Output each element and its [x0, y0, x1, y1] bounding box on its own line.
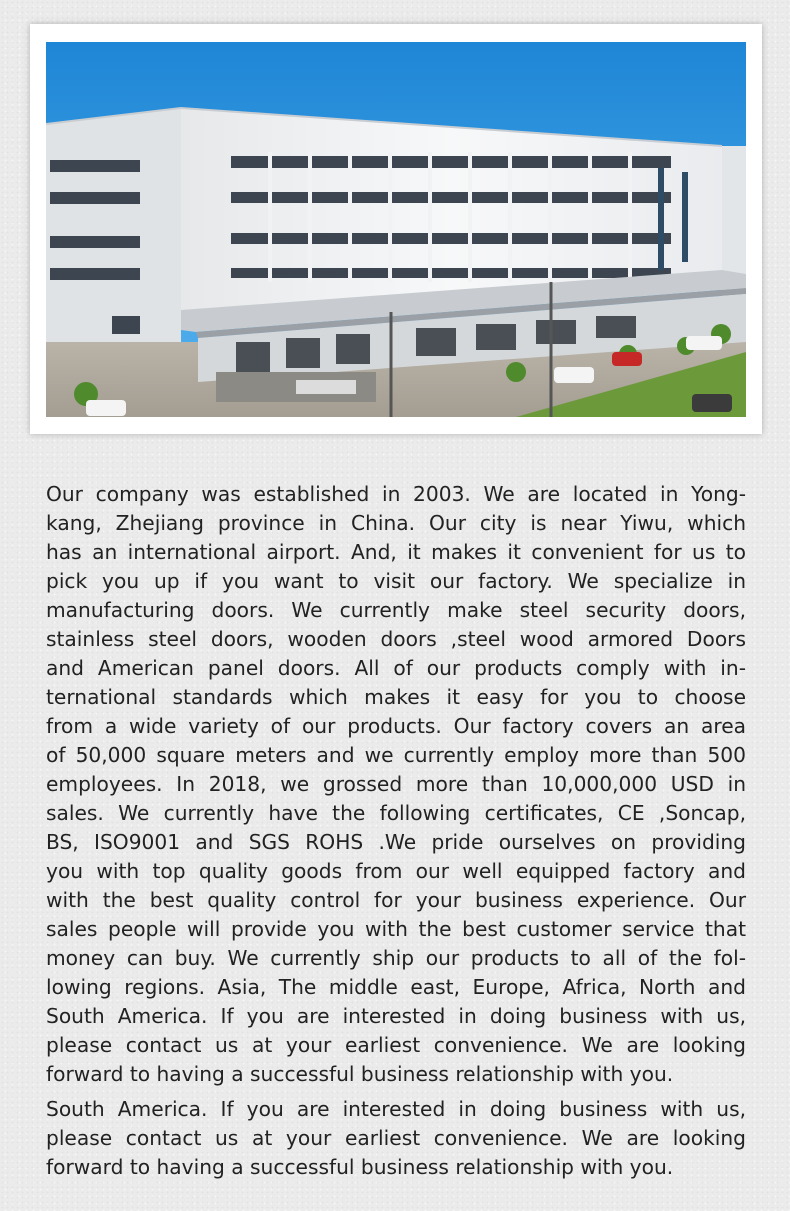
- paragraph1-line-1: Our company was established in 2003. We are located in Yong-: [46, 482, 746, 506]
- paragraph2-line-1: South America. If you are interested in doing business with us,: [46, 1097, 746, 1121]
- about-paragraph-repeat: [46, 1095, 746, 1182]
- paragraph1-line-5: manufacturing doors. We currently make steel security doors,: [46, 598, 746, 622]
- paragraph2-line-3: forward to having a successful business relationship with you.: [46, 1155, 674, 1179]
- paragraph1-line-20: please contact us at your earliest convenience. We are looking: [46, 1033, 746, 1057]
- paragraph1-line-2: kang, Zhejiang province in China. Our city is near Yiwu, which: [46, 511, 746, 535]
- factory-building-photo: [46, 42, 746, 417]
- paragraph1-line-10: of 50,000 square meters and we currently employ more than 500: [46, 743, 746, 767]
- paragraph1-line-14: you with top quality goods from our well equipped factory and: [46, 859, 746, 883]
- paragraph1-line-9: from a wide variety of our products. Our factory covers an area: [46, 714, 746, 738]
- about-paragraph: [46, 480, 746, 1089]
- company-description: [46, 480, 746, 1182]
- paragraph1-line-17: money can buy. We currently ship our products to all of the fol-: [46, 946, 746, 970]
- paragraph1-line-19: South America. If you are interested in doing business with us,: [46, 1004, 746, 1028]
- paragraph1-line-3: has an international airport. And, it makes it convenient for us to: [46, 540, 746, 564]
- paragraph2-line-2: please contact us at your earliest convenience. We are looking: [46, 1126, 746, 1150]
- paragraph1-line-16: sales people will provide you with the best customer service that: [46, 917, 746, 941]
- paragraph1-line-21: forward to having a successful business relationship with you.: [46, 1062, 674, 1086]
- paragraph1-line-8: ternational standards which makes it easy for you to choose: [46, 685, 746, 709]
- paragraph1-line-15: with the best quality control for your business experience. Our: [46, 888, 746, 912]
- paragraph1-line-13: BS, ISO9001 and SGS ROHS .We pride ourselves on providing: [46, 830, 746, 854]
- paragraph1-line-4: pick you up if you want to visit our factory. We specialize in: [46, 569, 746, 593]
- photo-frame: [30, 24, 762, 434]
- paragraph1-line-11: employees. In 2018, we grossed more than 10,000,000 USD in: [46, 772, 746, 796]
- paragraph1-line-6: stainless steel doors, wooden doors ,steel wood armored Doors: [46, 627, 746, 651]
- paragraph1-line-7: and American panel doors. All of our products comply with in-: [46, 656, 746, 680]
- paragraph1-line-18: lowing regions. Asia, The middle east, Europe, Africa, North and: [46, 975, 746, 999]
- paragraph1-line-12: sales. We currently have the following certificates, CE ,Soncap,: [46, 801, 746, 825]
